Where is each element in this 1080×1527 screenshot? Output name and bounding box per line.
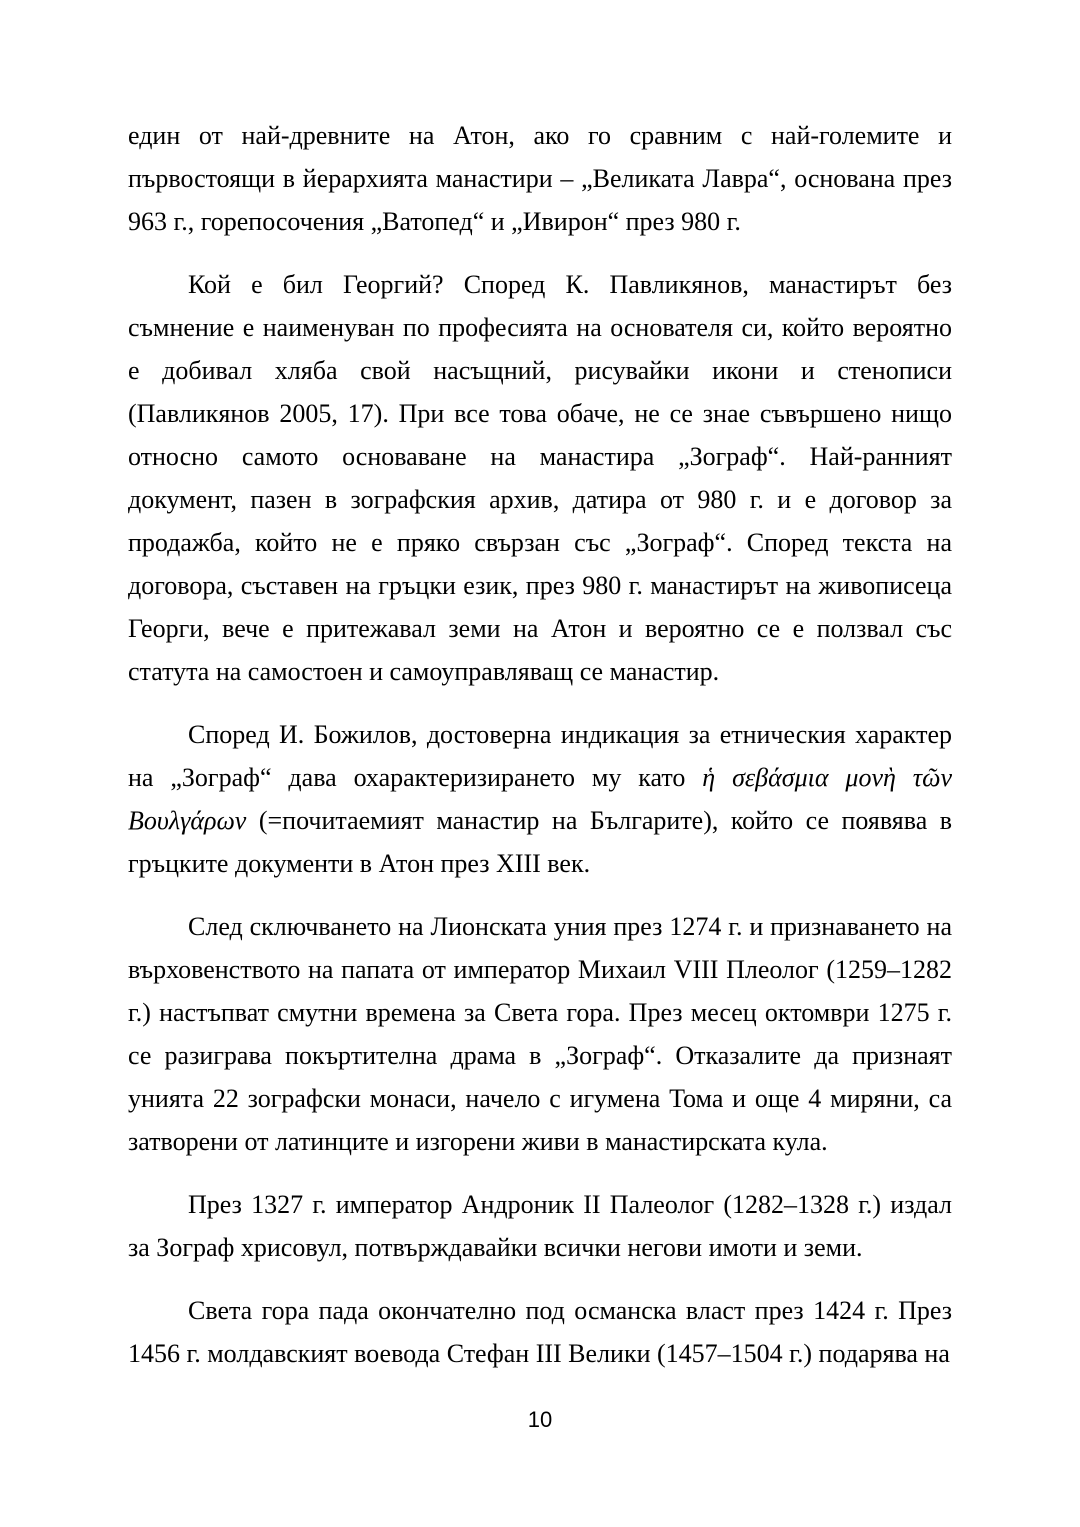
- paragraph-2-text: Кой е бил Георгий? Според К. Павликянов, манастирът без съмнение е наименуван по професията на основателя си, който вероятно е добивал хляба свой насъщний, рисувайки икони и стенописи (Павликянов 2005, 17). При все това обаче, не се знае съвършено нищо относно самото основаване на манастира „Зограф“. Най-ранният документ, пазен в зографския архив, датира от 980 г. и е договор за продажба, който не е пряко свързан със „Зограф“. Според текста на договора, съставен на гръцки език, през 980 г. манастирът на живописеца Георги, вече е притежавал земи на Атон и вероятно се е ползвал със статута на самостоен и самоуправляващ се манастир.: [128, 270, 952, 686]
- paragraph-1-text: един от най-древните на Атон, ако го сравним с най-големите и първостоящи в йерархията манастири – „Великата Лавра“, основана през 963 г., горепосочения „Ватопед“ и „Ивирон“ през 980 г.: [128, 121, 952, 236]
- paragraph-4-text: След сключването на Лионската уния през 1274 г. и признаването на върховенството на папата от император Михаил VIII Плеолог (1259–1282 г.) настъпват смутни времена за Света гора. През месец октомври 1275 г. се разиграва покъртителна драма в „Зограф“. Отказалите да признаят унията 22 зографски монаси, начело с игумена Тома и още 4 миряни, са затворени от латинците и изгорени живи в манастирската кула.: [128, 912, 952, 1156]
- paragraph-4: [128, 905, 952, 1163]
- paragraph-2: [128, 263, 952, 693]
- paragraph-3-text-after: (=почитаемият манастир на Българите), който се появява в гръцките документи в Атон през XIII век.: [128, 806, 952, 878]
- page-number: 10: [527, 1407, 553, 1432]
- paragraph-5: [128, 1183, 952, 1269]
- paragraph-3: [128, 713, 952, 885]
- paragraph-3-text-before: Според И. Божилов, достоверна индикация за етническия характер на „Зограф“ дава охарактеризирането му като: [128, 720, 952, 792]
- paragraph-1: [128, 114, 952, 243]
- paragraph-5-text: През 1327 г. император Андроник II Палеолог (1282–1328 г.) издал за Зограф хрисовул, потвърждавайки всички негови имоти и земи.: [128, 1190, 952, 1262]
- paragraph-6-text: Света гора пада окончателно под османска власт през 1424 г. През 1456 г. молдавският воевода Стефан III Велики (1457–1504 г.) подарява на: [128, 1296, 952, 1368]
- paragraph-3-greek-phrase: ἡ σεβάσμια μονὴ τῶν Βουλγάρων: [128, 763, 953, 835]
- paragraph-6: [128, 1289, 952, 1375]
- document-body: [128, 114, 952, 1395]
